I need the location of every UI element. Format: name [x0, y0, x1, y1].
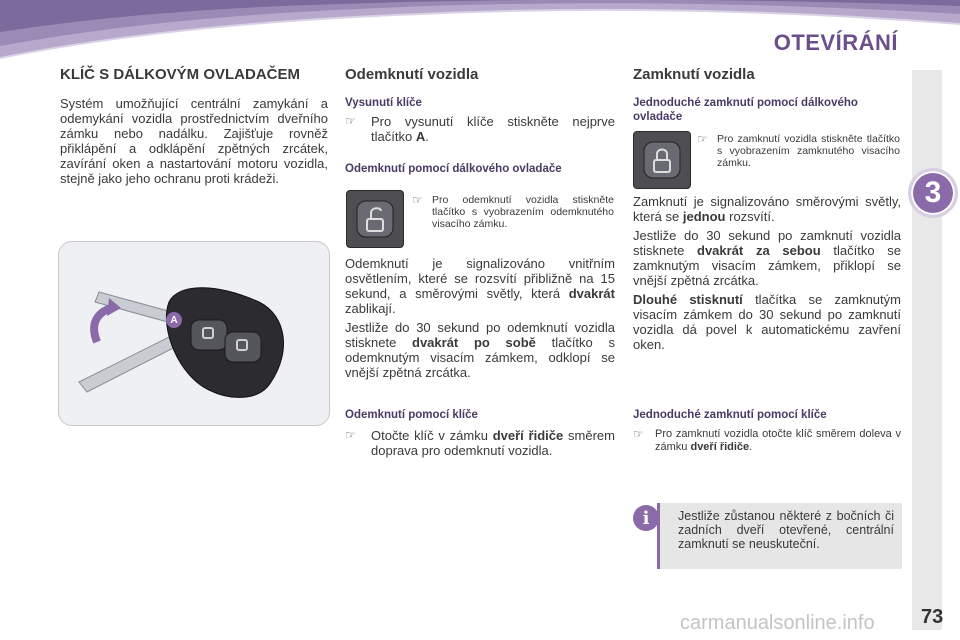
column-key-intro — [60, 67, 328, 186]
page-header — [0, 0, 960, 62]
subheading-remote-unlock: Odemknutí pomocí dálkového ovladače — [345, 163, 562, 175]
subheading-key-extension: Vysunutí klíče — [345, 97, 422, 109]
subheading-key-lock: Jednoduché zamknutí pomocí klíče — [633, 409, 827, 421]
chapter-title: OTEVÍRÁNÍ — [773, 30, 898, 55]
section-title-locking: Zamknutí vozidla — [633, 66, 755, 83]
key-illustration — [58, 241, 330, 426]
section-title-key: KLÍČ S DÁLKOVÝM OVLADAČEM — [60, 66, 300, 83]
bullet-arrow-icon: ☞ — [345, 114, 356, 128]
subheading-remote-lock: Jednoduché zamknutí pomocí dálkového ovladače — [633, 97, 858, 123]
column-locking — [633, 67, 901, 124]
unlock-with-key — [345, 408, 615, 458]
lock-mirror-paragraph: Jestliže do 30 sekund po zamknutí vozidla stisknete dvakrát za sebou tlačítko se zamknutým visacím zámkem, přiklopí se vnější zpětná zrcátka. — [633, 228, 901, 288]
bullet-key-unlock: ☞ Otočte klíč v zámku dveří řidiče směrem doprava pro odemknutí vozidla. — [345, 428, 615, 458]
remote-key-image — [59, 242, 329, 425]
right-rail — [912, 70, 942, 630]
unlock-button-image — [346, 190, 404, 248]
chapter-number-badge: 3 — [908, 168, 958, 218]
open-padlock-icon — [347, 191, 403, 247]
info-note-text: Jestliže zůstanou některé z bočních či zadních dveří otevřené, centrální zamknutí se neuskuteční. — [678, 509, 894, 551]
lock-button-image — [633, 131, 691, 189]
closed-padlock-icon — [634, 132, 690, 188]
intro-paragraph: Systém umožňující centrální zamykání a odemykání vozidla prostřednictvím dveřního zámku nebo nadálku. Zajišťuje rovněž přiklápění a odklápění zpětných zrcátek, zavírání oken a nastartování motoru vozidla, stejně jako jeho ochranu proti krádeži. — [60, 96, 328, 186]
bullet-remote-lock: ☞ Pro zamknutí vozidla stiskněte tlačítko s vyobrazením zamknutého visacího zámku. — [697, 132, 900, 169]
info-icon: i — [633, 505, 659, 531]
subheading-key-unlock: Odemknutí pomocí klíče — [345, 409, 478, 421]
bullet-arrow-icon: ☞ — [412, 193, 423, 207]
bullet-key-extension: ☞ Pro vysunutí klíče stiskněte nejprve tlačítko A. — [345, 114, 615, 144]
watermark: carmanualsonline.info — [680, 612, 875, 634]
info-note-box — [657, 503, 902, 569]
bullet-arrow-icon: ☞ — [633, 427, 644, 441]
bullet-arrow-icon: ☞ — [697, 132, 708, 146]
lock-paragraphs — [633, 194, 901, 352]
unlock-paragraphs — [345, 256, 615, 380]
lock-signal-paragraph: Zamknutí je signalizováno směrovými světly, která se jednou rozsvítí. — [633, 194, 901, 224]
unlock-signal-paragraph: Odemknutí je signalizováno vnitřním osvětlením, které se rozsvítí přibližně na 15 sekund, a směrovými světly, která dvakrát zablikají. — [345, 256, 615, 316]
column-unlocking — [345, 67, 615, 176]
page-number: 73 — [921, 606, 944, 628]
unlock-mirror-paragraph: Jestliže do 30 sekund po odemknutí vozidla stisknete dvakrát po sobě tlačítko s odemknutým visacím zámkem, odklopí se vnější zpětná zrcátka. — [345, 320, 615, 380]
section-title-unlocking: Odemknutí vozidla — [345, 66, 479, 83]
lock-windows-paragraph: Dlouhé stisknutí tlačítka se zamknutým visacím zámkem do 30 sekund po zamknutí vozidla dá povel k automatickému zavření oken. — [633, 292, 901, 352]
bullet-key-lock: ☞ Pro zamknutí vozidla otočte klíč směrem doleva v zámku dveří řidiče. — [633, 427, 901, 453]
lock-with-key — [633, 408, 901, 454]
bullet-arrow-icon: ☞ — [345, 428, 356, 442]
bullet-remote-unlock: ☞ Pro odemknutí vozidla stiskněte tlačítko s vyobrazením odemknutého visacího zámku. — [412, 193, 614, 230]
button-a-label: A — [166, 312, 182, 328]
